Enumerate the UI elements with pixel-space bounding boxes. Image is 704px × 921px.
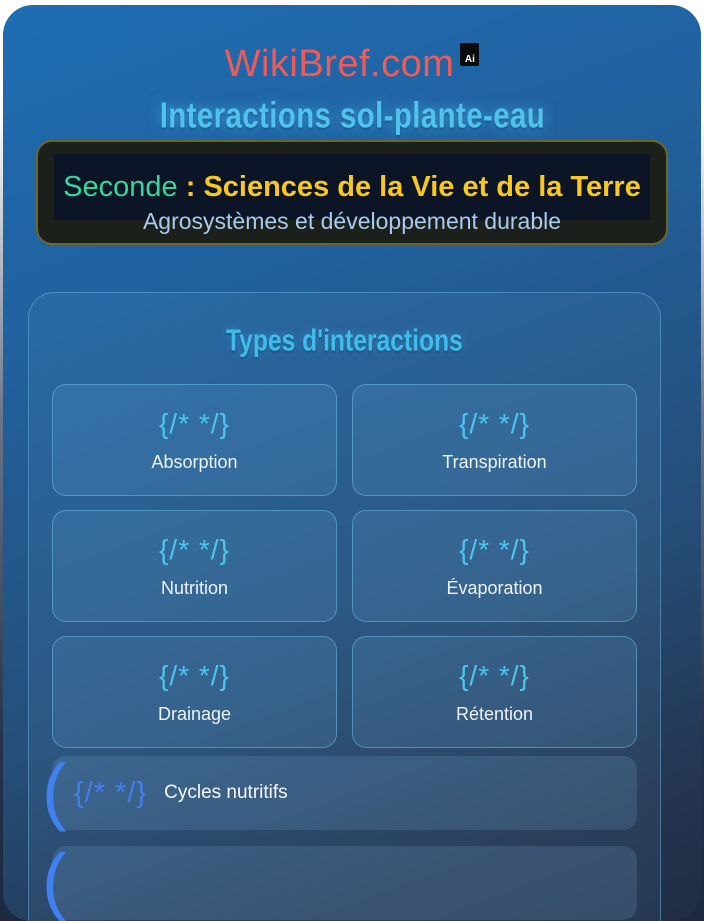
site-header	[3, 43, 701, 86]
processes-list	[42, 749, 637, 921]
interaction-card-nutrition[interactable]	[52, 510, 337, 622]
interaction-card-label: Transpiration	[442, 451, 547, 472]
placeholder-code-icon: {/* */}	[74, 776, 148, 809]
interaction-card-absorption[interactable]	[52, 384, 337, 496]
bracket-glyph: (	[42, 749, 67, 832]
course-level: Seconde	[63, 171, 178, 203]
interaction-card-label: Nutrition	[160, 577, 229, 598]
section-title-text: Types d'interactions	[226, 324, 463, 358]
page-title	[3, 96, 701, 136]
course-theme: Agrosystèmes et développement durable	[142, 208, 562, 234]
list-item-wrap	[42, 749, 637, 832]
section-title	[52, 325, 637, 358]
site-logo-link[interactable]: WikiBref.com	[224, 43, 455, 85]
app-container	[3, 5, 701, 921]
interaction-card-transpiration[interactable]	[352, 384, 637, 496]
interaction-card-drainage[interactable]	[52, 636, 337, 748]
interactions-grid	[52, 384, 637, 748]
list-item-label: Cycles nutritifs	[164, 782, 288, 803]
placeholder-code-icon: {/* */}	[159, 533, 230, 565]
interaction-card-label: Évaporation	[446, 577, 543, 598]
page-title-text: Interactions sol-plante-eau	[159, 95, 545, 136]
bracket-glyph: (	[42, 839, 67, 921]
course-card	[36, 140, 668, 245]
course-subject: Sciences de la Vie et de la Terre	[203, 171, 641, 203]
list-item-cycles-nutritifs[interactable]	[52, 756, 637, 830]
placeholder-code-icon: {/* */}	[159, 659, 230, 691]
course-separator: :	[177, 171, 204, 203]
placeholder-code-icon: {/* */}	[159, 407, 230, 439]
placeholder-code-icon: {/* */}	[459, 533, 530, 565]
placeholder-code-icon: {/* */}	[459, 659, 530, 691]
ai-badge-icon: Ai	[460, 43, 479, 66]
list-item-partial[interactable]	[52, 846, 637, 920]
interactions-section	[28, 292, 661, 921]
list-item-wrap	[42, 839, 637, 921]
interaction-card-evaporation[interactable]	[352, 510, 637, 622]
interaction-card-label: Rétention	[455, 703, 534, 724]
interaction-card-label: Drainage	[157, 703, 232, 724]
placeholder-code-icon: {/* */}	[459, 407, 530, 439]
interaction-card-retention[interactable]	[352, 636, 637, 748]
interaction-card-label: Absorption	[151, 451, 238, 472]
